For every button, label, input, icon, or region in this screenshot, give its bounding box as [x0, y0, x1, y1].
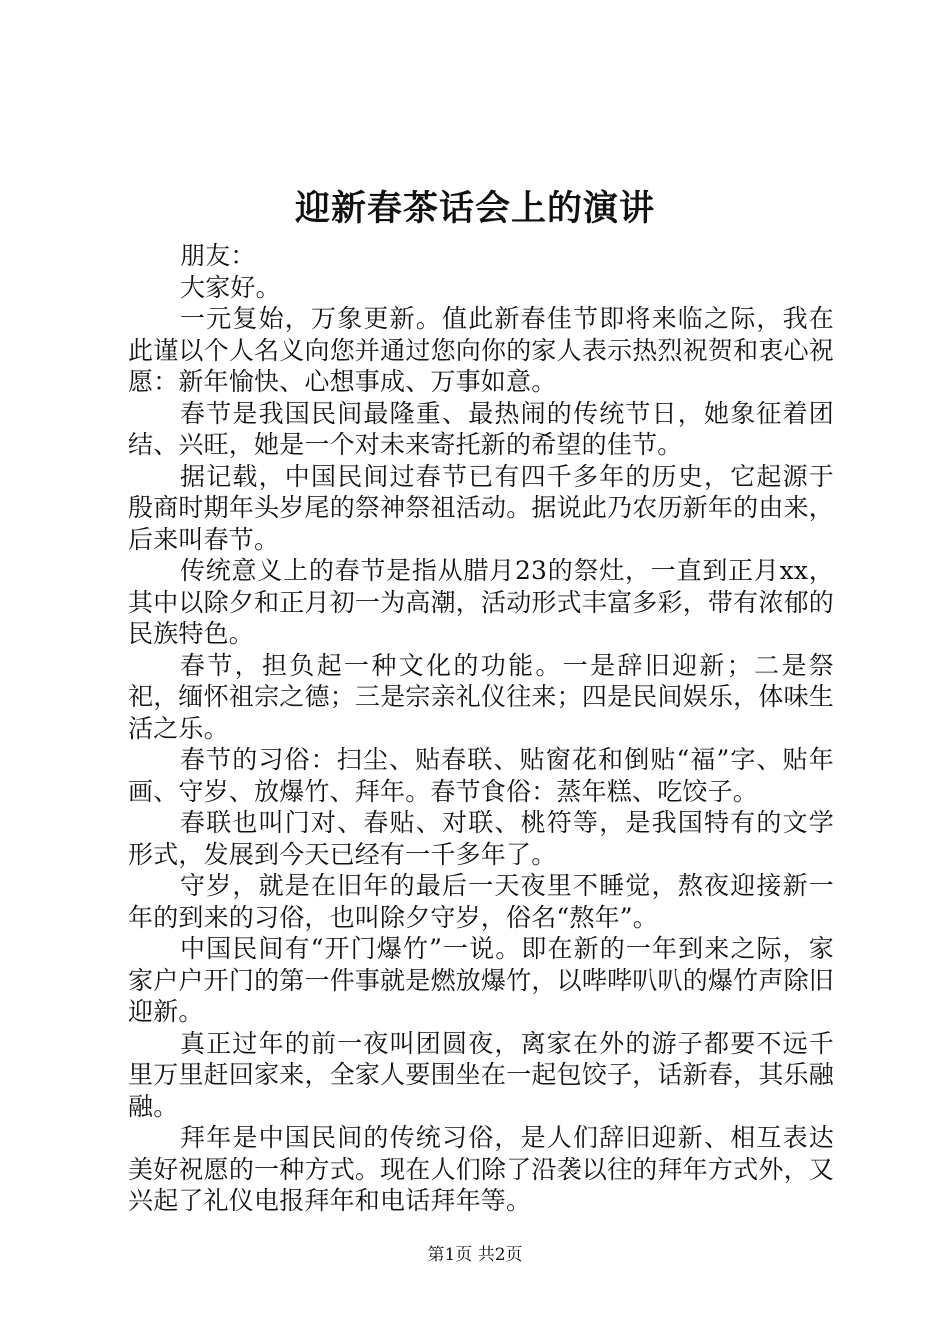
- document-body: [128, 240, 834, 1217]
- paragraph-traditional-meaning: 传统意义上的春节是指从腊月23的祭灶，一直到正月xx，其中以除夕和正月初一为高潮，活动形式丰富多彩，带有浓郁的民族特色。: [128, 556, 834, 648]
- paragraph-greeting-salutation: 朋友：: [180, 241, 256, 270]
- paragraph-spring-festival-intro: 春节是我国民间最隆重、最热闹的传统节日，她象征着团结、兴旺，她是一个对未来寄托新的希望的佳节。: [128, 398, 834, 459]
- paragraph-greeting: 大家好。: [180, 272, 281, 302]
- document-title: 迎新春茶话会上的演讲: [294, 188, 655, 229]
- paragraph-couplets: 春联也叫门对、春贴、对联、桃符等，是我国特有的文学形式，发展到今天已经有一千多年了。: [128, 808, 834, 869]
- paragraph-staying-up: 守岁，就是在旧年的最后一天夜里不睡觉，熬夜迎接新一年的到来的习俗，也叫除夕守岁，俗名“熬年”。: [128, 871, 834, 932]
- paragraph-history: 据记载，中国民间过春节已有四千多年的历史，它起源于殷商时期年头岁尾的祭神祭祖活动。据说此乃农历新年的由来，后来叫春节。: [128, 461, 834, 554]
- paragraph-firecrackers: 中国民间有“开门爆竹”一说。即在新的一年到来之际，家家户户开门的第一件事就是燃放爆竹，以哔哔叭叭的爆竹声除旧迎新。: [128, 934, 834, 1026]
- paragraph-customs: 春节的习俗：扫尘、贴春联、贴窗花和倒贴“福”字、贴年画、守岁、放爆竹、拜年。春节食俗：蒸年糕、吃饺子。: [128, 745, 834, 806]
- paragraph-cultural-function: 春节，担负起一种文化的功能。一是辞旧迎新；二是祭祀，缅怀祖宗之德；三是宗亲礼仪往来；四是民间娱乐，体味生活之乐。: [128, 650, 834, 743]
- paragraph-new-year-greetings: 拜年是中国民间的传统习俗，是人们辞旧迎新、相互表达美好祝愿的一种方式。现在人们除了沿袭以往的拜年方式外，又兴起了礼仪电报拜年和电话拜年等。: [128, 1123, 834, 1215]
- paragraph-reunion-night: 真正过年的前一夜叫团圆夜，离家在外的游子都要不远千里万里赶回家来，全家人要围坐在一起包饺子，话新春，其乐融融。: [128, 1028, 834, 1121]
- paragraph-new-year-wishes: 一元复始，万象更新。值此新春佳节即将来临之际，我在此谨以个人名义向您并通过您向你的家人表示热烈祝贺和衷心祝愿：新年愉快、心想事成、万事如意。: [128, 304, 834, 396]
- page-number-footer: 第1页 共2页: [427, 1245, 523, 1265]
